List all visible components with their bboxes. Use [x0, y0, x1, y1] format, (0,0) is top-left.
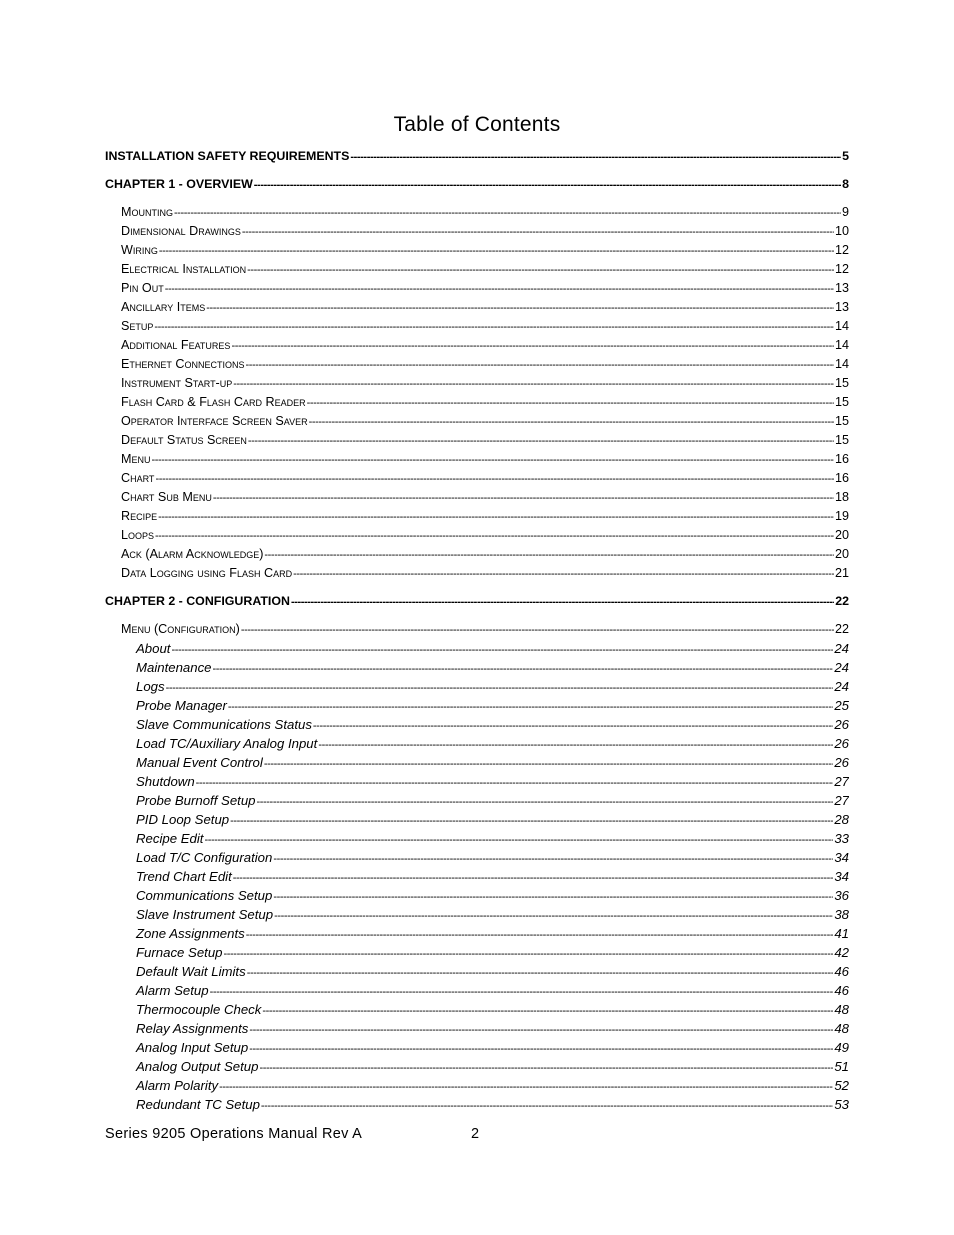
toc-entry-page: 26	[834, 736, 849, 751]
toc-dot-leader	[158, 508, 834, 526]
toc-entry-label: Logs	[136, 679, 165, 694]
toc-entry-page: 28	[834, 812, 849, 827]
toc-entry-label: Recipe Edit	[136, 831, 204, 846]
toc-dot-leader	[264, 546, 834, 564]
toc-entry-page: 26	[834, 717, 849, 732]
toc-entry-page: 34	[834, 850, 849, 865]
toc-dot-leader	[219, 1078, 833, 1095]
toc-entry-page: 12	[834, 262, 849, 276]
toc-entry-page: 10	[834, 224, 849, 238]
toc-entry[interactable]	[105, 279, 849, 298]
toc-entry-page: 48	[834, 1002, 849, 1017]
toc-entry[interactable]	[105, 943, 849, 962]
toc-entry-label: Probe Manager	[136, 698, 227, 713]
toc-entry[interactable]	[105, 810, 849, 829]
toc-entry[interactable]	[105, 829, 849, 848]
toc-entry-label: Slave Instrument Setup	[136, 907, 274, 922]
toc-entry-label: Dimensional Drawings	[121, 224, 241, 238]
toc-entry[interactable]	[105, 1095, 849, 1114]
toc-entry-label: Thermocouple Check	[136, 1002, 262, 1017]
toc-entry-label: Communications Setup	[136, 888, 273, 903]
toc-entry-page: 21	[834, 566, 849, 580]
toc-entry-label: Manual Event Control	[136, 755, 263, 770]
toc-dot-leader	[228, 698, 833, 715]
toc-entry[interactable]	[105, 526, 849, 545]
toc-entry-label: Load TC/Auxiliary Analog Input	[136, 736, 318, 751]
page-title: Table of Contents	[393, 113, 561, 136]
toc-entry-label: Loops	[121, 528, 155, 542]
toc-entry-label: Furnace Setup	[136, 945, 223, 960]
toc-entry-page: 27	[834, 793, 849, 808]
toc-entry-page: 48	[834, 1021, 849, 1036]
toc-entry-page: 20	[834, 528, 849, 542]
toc-dot-leader	[241, 621, 834, 639]
toc-entry-label: Data Logging using Flash Card	[121, 566, 293, 580]
toc-entry-label: Menu (Configuration)	[121, 622, 240, 636]
toc-entry-page: 15	[834, 395, 849, 409]
toc-entry[interactable]	[105, 241, 849, 260]
toc-entry-page: 16	[834, 452, 849, 466]
toc-dot-leader	[350, 148, 841, 166]
toc-dot-leader	[230, 812, 833, 829]
toc-entry[interactable]	[105, 981, 849, 1000]
toc-entry-label: Alarm Setup	[136, 983, 209, 998]
toc-entry[interactable]	[105, 962, 849, 981]
toc-entry-page: 24	[834, 679, 849, 694]
toc-entry-label: Flash Card & Flash Card Reader	[121, 395, 306, 409]
toc-entry-page: 41	[834, 926, 849, 941]
toc-entry-page: 18	[834, 490, 849, 504]
toc-entry-label: Redundant TC Setup	[136, 1097, 260, 1112]
toc-entry[interactable]	[105, 734, 849, 753]
toc-entry-label: Relay Assignments	[136, 1021, 249, 1036]
toc-entry-page: 9	[841, 205, 849, 219]
toc-entry-page: 14	[834, 357, 849, 371]
toc-dot-leader	[213, 660, 834, 677]
toc-entry-page: 52	[834, 1078, 849, 1093]
toc-dot-leader	[166, 679, 834, 696]
toc-dot-leader	[196, 774, 834, 791]
toc-entry-label: Load T/C Configuration	[136, 850, 273, 865]
toc-entry-label: Chart	[121, 471, 155, 485]
toc-entry-label: Ancillary Items	[121, 300, 206, 314]
toc-entry[interactable]	[105, 639, 849, 658]
toc-entry[interactable]	[105, 905, 849, 924]
toc-entry[interactable]	[105, 203, 849, 222]
toc-dot-leader	[318, 736, 833, 753]
toc-entry-label: Ack (Alarm Acknowledge)	[121, 547, 264, 561]
toc-entry-label: PID Loop Setup	[136, 812, 230, 827]
toc-dot-leader	[152, 451, 834, 469]
toc-entry-page: 12	[834, 243, 849, 257]
toc-entry-label: Additional Features	[121, 338, 231, 352]
toc-entry-label: Default Status Screen	[121, 433, 247, 447]
toc-entry-label: Analog Input Setup	[136, 1040, 249, 1055]
toc-dot-leader	[204, 831, 833, 848]
toc-entry[interactable]	[105, 507, 849, 526]
toc-entry-page: 46	[834, 983, 849, 998]
toc-entry-page: 53	[834, 1097, 849, 1112]
toc-entry[interactable]	[105, 1076, 849, 1095]
toc-dot-leader	[242, 223, 834, 241]
toc-entry[interactable]	[105, 696, 849, 715]
toc-dot-leader	[291, 593, 834, 611]
toc-entry-label: Electrical Installation	[121, 262, 247, 276]
toc-entry[interactable]	[105, 867, 849, 886]
toc-entry-label: Analog Output Setup	[136, 1059, 259, 1074]
toc-dot-leader	[246, 926, 834, 943]
toc-entry-label: Instrument Start-up	[121, 376, 233, 390]
toc-entry-page: 49	[834, 1040, 849, 1055]
toc-entry-label: Probe Burnoff Setup	[136, 793, 256, 808]
toc-entry-label: Menu	[121, 452, 151, 466]
toc-entry[interactable]	[105, 620, 849, 639]
toc-entry-label: Zone Assignments	[136, 926, 245, 941]
toc-entry-page: 42	[834, 945, 849, 960]
toc-dot-leader	[293, 565, 834, 583]
toc-dot-leader	[273, 850, 833, 867]
toc-dot-leader	[307, 394, 834, 412]
toc-entry-label: Alarm Polarity	[136, 1078, 219, 1093]
toc-dot-leader	[233, 375, 834, 393]
toc-entry-page: 14	[834, 338, 849, 352]
toc-entry-page: 36	[834, 888, 849, 903]
toc-entry[interactable]	[105, 488, 849, 507]
toc-dot-leader	[309, 413, 834, 431]
toc-dot-leader	[264, 755, 834, 772]
toc-entry[interactable]	[105, 1057, 849, 1076]
table-of-contents	[105, 147, 849, 1114]
toc-entry-page: 8	[842, 177, 849, 191]
toc-entry[interactable]	[105, 431, 849, 450]
toc-entry-label: Chart Sub Menu	[121, 490, 212, 504]
toc-entry-page: 16	[834, 471, 849, 485]
toc-entry-page: 20	[834, 547, 849, 561]
footer-page-number: 2	[471, 1126, 480, 1142]
toc-entry[interactable]	[105, 374, 849, 393]
toc-dot-leader	[257, 793, 834, 810]
toc-entry-label: Shutdown	[136, 774, 195, 789]
toc-dot-leader	[254, 176, 841, 194]
toc-entry-page: 51	[834, 1059, 849, 1074]
toc-entry-page: 27	[834, 774, 849, 789]
toc-entry[interactable]	[105, 772, 849, 791]
toc-entry[interactable]	[105, 412, 849, 431]
toc-entry-label: Pin Out	[121, 281, 164, 295]
toc-entry[interactable]	[105, 298, 849, 317]
toc-entry-label: Trend Chart Edit	[136, 869, 232, 884]
toc-dot-leader	[259, 1059, 833, 1076]
toc-dot-leader	[210, 983, 834, 1000]
toc-entry[interactable]	[105, 1038, 849, 1057]
toc-entry-page: 19	[834, 509, 849, 523]
toc-dot-leader	[213, 489, 834, 507]
toc-chapter-entry[interactable]	[105, 175, 849, 194]
toc-entry[interactable]	[105, 450, 849, 469]
toc-entry-page: 5	[842, 149, 849, 163]
toc-entry-page: 22	[834, 622, 849, 636]
toc-entry[interactable]	[105, 1000, 849, 1019]
toc-entry-label: About	[136, 641, 171, 656]
toc-entry[interactable]	[105, 564, 849, 583]
toc-entry-page: 14	[834, 319, 849, 333]
toc-entry[interactable]	[105, 753, 849, 772]
toc-dot-leader	[165, 280, 834, 298]
toc-entry[interactable]	[105, 1019, 849, 1038]
toc-entry[interactable]	[105, 355, 849, 374]
toc-dot-leader	[246, 356, 834, 374]
toc-dot-leader	[247, 261, 834, 279]
toc-dot-leader	[262, 1002, 833, 1019]
toc-entry-page: 22	[835, 594, 849, 608]
toc-entry[interactable]	[105, 469, 849, 488]
toc-entry-page: 26	[834, 755, 849, 770]
toc-entry-page: 15	[834, 433, 849, 447]
toc-entry[interactable]	[105, 924, 849, 943]
toc-dot-leader	[155, 470, 834, 488]
toc-entry[interactable]	[105, 260, 849, 279]
toc-entry-label: INSTALLATION SAFETY REQUIREMENTS	[105, 149, 350, 163]
toc-dot-leader	[274, 907, 833, 924]
toc-dot-leader	[233, 869, 834, 886]
toc-entry[interactable]	[105, 848, 849, 867]
toc-entry[interactable]	[105, 336, 849, 355]
toc-entry[interactable]	[105, 791, 849, 810]
toc-entry-page: 46	[834, 964, 849, 979]
footer-manual-title: Series 9205 Operations Manual Rev A	[105, 1126, 363, 1142]
toc-entry-label: Mounting	[121, 205, 173, 219]
toc-entry-label: Maintenance	[136, 660, 212, 675]
toc-dot-leader	[159, 242, 834, 260]
toc-dot-leader	[224, 945, 834, 962]
toc-dot-leader	[249, 1021, 833, 1038]
toc-dot-leader	[206, 299, 834, 317]
toc-entry-page: 38	[834, 907, 849, 922]
toc-entry[interactable]	[105, 545, 849, 564]
toc-dot-leader	[249, 1040, 833, 1057]
toc-entry-page: 15	[834, 414, 849, 428]
toc-dot-leader	[171, 641, 833, 658]
toc-entry-label: CHAPTER 1 - OVERVIEW	[105, 177, 253, 191]
toc-entry-label: Operator Interface Screen Saver	[121, 414, 308, 428]
toc-entry[interactable]	[105, 658, 849, 677]
toc-entry-page: 33	[834, 831, 849, 846]
toc-dot-leader	[273, 888, 833, 905]
toc-entry[interactable]	[105, 886, 849, 905]
toc-entry-page: 34	[834, 869, 849, 884]
toc-entry[interactable]	[105, 317, 849, 336]
toc-entry-page: 24	[834, 641, 849, 656]
toc-chapter-entry[interactable]	[105, 147, 849, 166]
toc-entry-label: CHAPTER 2 - CONFIGURATION	[105, 594, 290, 608]
toc-entry-page: 24	[834, 660, 849, 675]
toc-entry-page: 13	[834, 281, 849, 295]
toc-dot-leader	[313, 717, 833, 734]
toc-entry[interactable]	[105, 715, 849, 734]
toc-entry-label: Ethernet Connections	[121, 357, 245, 371]
toc-dot-leader	[248, 432, 834, 450]
toc-dot-leader	[247, 964, 834, 981]
toc-dot-leader	[155, 527, 834, 545]
toc-entry[interactable]	[105, 677, 849, 696]
toc-chapter-entry[interactable]	[105, 592, 849, 611]
toc-entry-page: 13	[834, 300, 849, 314]
toc-entry-label: Default Wait Limits	[136, 964, 246, 979]
toc-dot-leader	[231, 337, 834, 355]
toc-entry[interactable]	[105, 222, 849, 241]
toc-dot-leader	[174, 204, 841, 222]
toc-entry-page: 25	[834, 698, 849, 713]
toc-entry[interactable]	[105, 393, 849, 412]
toc-dot-leader	[154, 318, 834, 336]
toc-entry-page: 15	[834, 376, 849, 390]
toc-dot-leader	[261, 1097, 833, 1114]
toc-entry-label: Wiring	[121, 243, 158, 257]
toc-entry-label: Slave Communications Status	[136, 717, 312, 732]
toc-entry-label: Recipe	[121, 509, 158, 523]
toc-entry-label: Setup	[121, 319, 154, 333]
